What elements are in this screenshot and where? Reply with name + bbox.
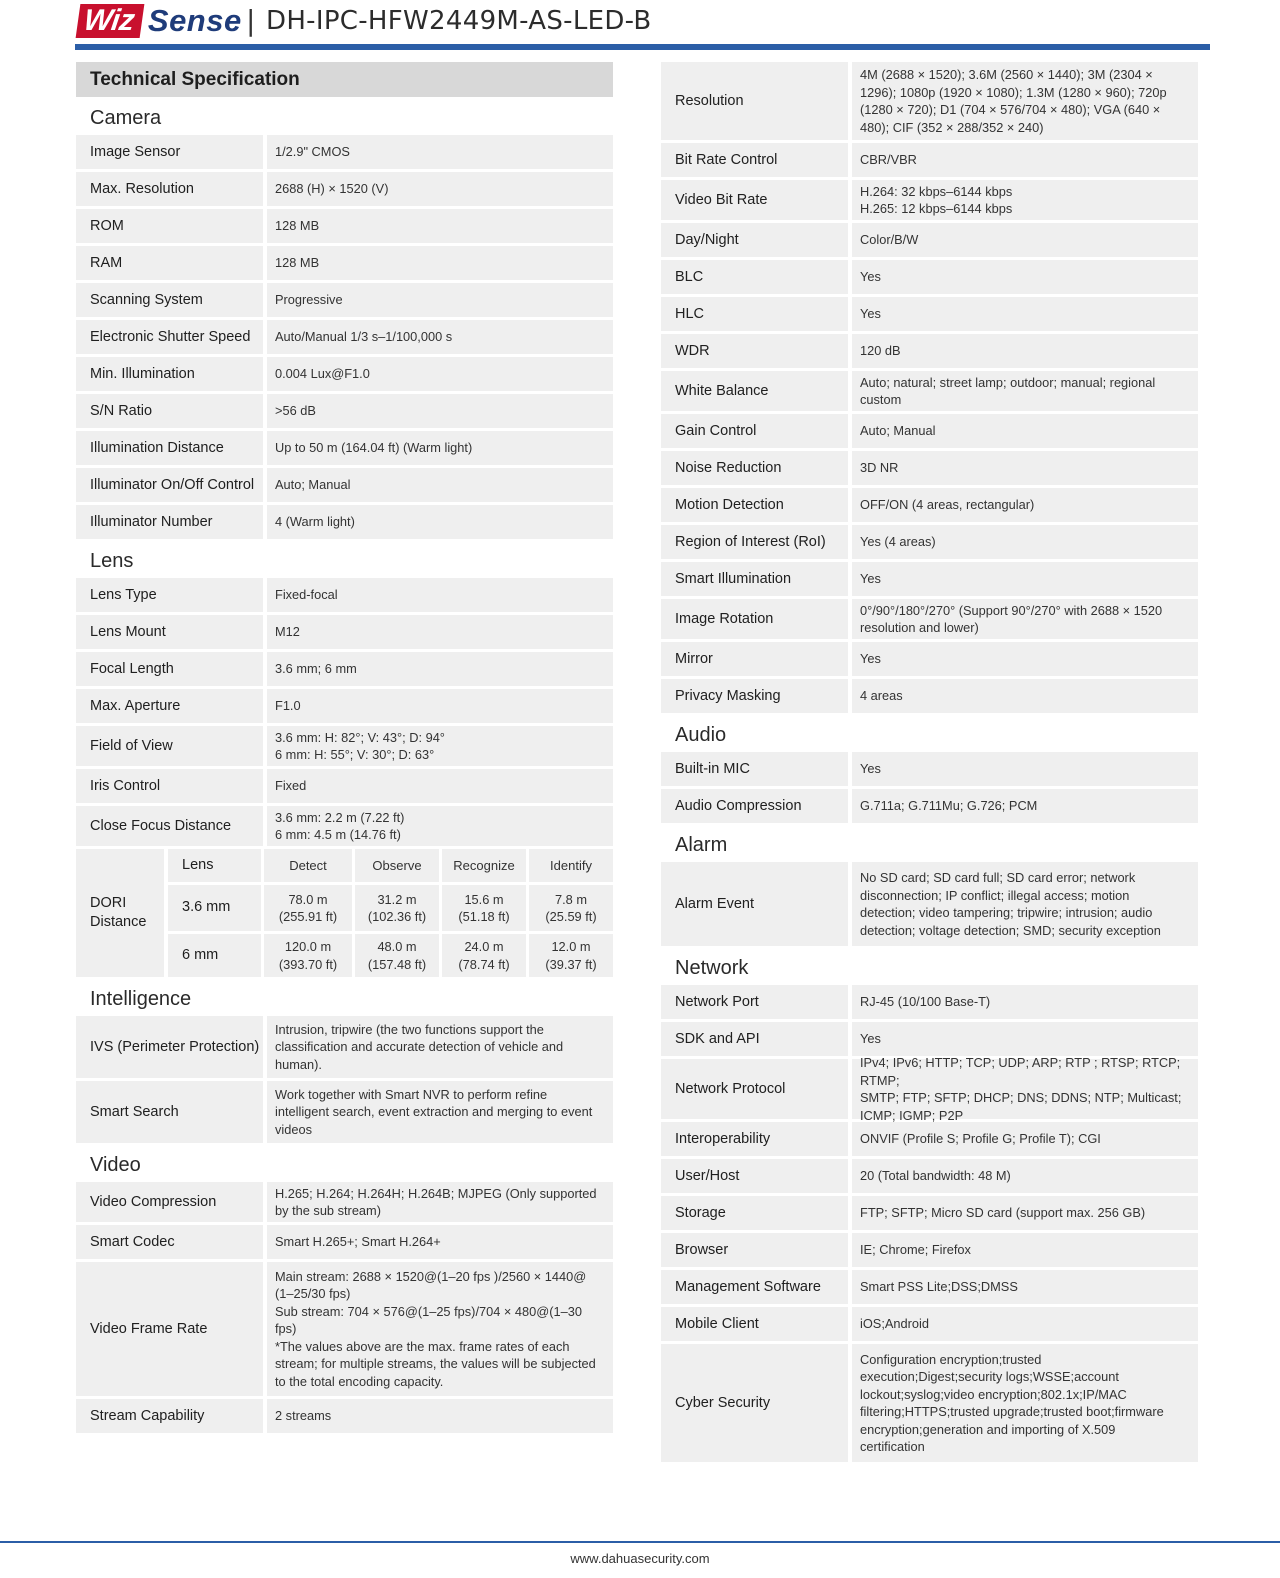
spec-value: Progressive xyxy=(267,283,613,317)
spec-label: Gain Control xyxy=(661,414,848,448)
spec-label: S/N Ratio xyxy=(76,394,263,428)
spec-value: Yes xyxy=(852,297,1198,331)
dori-cell: 12.0 m (39.37 ft) xyxy=(529,934,613,977)
spec-label: Illumination Distance xyxy=(76,431,263,465)
spec-label: Interoperability xyxy=(661,1122,848,1156)
header-rule xyxy=(75,44,1210,50)
spec-row xyxy=(661,260,1198,294)
spec-label: Browser xyxy=(661,1233,848,1267)
spec-label: Cyber Security xyxy=(661,1344,848,1462)
spec-label: Region of Interest (RoI) xyxy=(661,525,848,559)
spec-label: Video Compression xyxy=(76,1182,263,1222)
spec-row xyxy=(76,505,613,539)
spec-value: H.265; H.264; H.264H; H.264B; MJPEG (Only supported by the sub stream) xyxy=(267,1182,613,1222)
dori-header-recognize: Recognize xyxy=(442,849,526,882)
spec-value: FTP; SFTP; Micro SD card (support max. 256 GB) xyxy=(852,1196,1198,1230)
spec-value: Yes xyxy=(852,642,1198,676)
section-audio: Audio xyxy=(675,724,727,746)
spec-row xyxy=(661,1022,1198,1056)
spec-label: Illuminator On/Off Control xyxy=(76,468,263,502)
network-table xyxy=(661,985,1198,1462)
spec-row xyxy=(661,562,1198,596)
spec-row xyxy=(76,468,613,502)
spec-label: Noise Reduction xyxy=(661,451,848,485)
spec-row xyxy=(661,642,1198,676)
spec-value: 3D NR xyxy=(852,451,1198,485)
spec-value: Yes xyxy=(852,562,1198,596)
spec-value: Yes xyxy=(852,752,1198,786)
spec-label: Day/Night xyxy=(661,223,848,257)
spec-row xyxy=(76,806,613,846)
dori-header-lens: Lens xyxy=(168,849,261,882)
header-separator: | xyxy=(246,4,256,37)
model-number: DH-IPC-HFW2449M-AS-LED-B xyxy=(266,6,652,36)
spec-label: Max. Resolution xyxy=(76,172,263,206)
spec-title: Technical Specification xyxy=(76,62,613,97)
spec-value: 4 areas xyxy=(852,679,1198,713)
spec-label: Iris Control xyxy=(76,769,263,803)
dori-cell: 24.0 m (78.74 ft) xyxy=(442,934,526,977)
spec-label: Lens Type xyxy=(76,578,263,612)
spec-row xyxy=(661,1159,1198,1193)
spec-label: Illuminator Number xyxy=(76,505,263,539)
spec-value: 0°/90°/180°/270° (Support 90°/270° with 2688 × 1520 resolution and lower) xyxy=(852,599,1198,639)
dori-grid xyxy=(168,849,613,977)
spec-value: 3.6 mm: H: 82°; V: 43°; D: 94° 6 mm: H: 55°; V: 30°; D: 63° xyxy=(267,726,613,766)
spec-row xyxy=(661,62,1198,140)
dori-label: DORI Distance xyxy=(76,849,164,977)
section-video: Video xyxy=(90,1154,141,1176)
spec-value: Yes xyxy=(852,260,1198,294)
spec-value: IE; Chrome; Firefox xyxy=(852,1233,1198,1267)
spec-row xyxy=(76,689,613,723)
spec-row xyxy=(76,357,613,391)
dori-header-detect: Detect xyxy=(264,849,352,882)
spec-row xyxy=(661,1270,1198,1304)
dori-header-observe: Observe xyxy=(355,849,439,882)
spec-value: 128 MB xyxy=(267,246,613,280)
spec-value: CBR/VBR xyxy=(852,143,1198,177)
spec-row xyxy=(661,752,1198,786)
camera-table xyxy=(76,135,613,539)
spec-label: Audio Compression xyxy=(661,789,848,823)
spec-row xyxy=(661,525,1198,559)
spec-label: Privacy Masking xyxy=(661,679,848,713)
spec-value: Fixed xyxy=(267,769,613,803)
dori-cell: 15.6 m (51.18 ft) xyxy=(442,885,526,931)
spec-value: Configuration encryption;trusted execution;Digest;security logs;WSSE;account lockout;syslog;video encryption;802.1x;IP/MAC filtering;HTTPS;trusted upgrade;trusted boot;firmware encryption;generation and importing of X.509 certification xyxy=(852,1344,1198,1462)
spec-row xyxy=(76,1016,613,1078)
dori-header-identify: Identify xyxy=(529,849,613,882)
spec-label: Field of View xyxy=(76,726,263,766)
spec-row xyxy=(661,599,1198,639)
dori-lens-cell: 6 mm xyxy=(168,934,261,977)
logo-wiz: Wiz xyxy=(76,4,145,38)
spec-label: Mobile Client xyxy=(661,1307,848,1341)
section-camera: Camera xyxy=(90,107,162,129)
spec-value: RJ-45 (10/100 Base-T) xyxy=(852,985,1198,1019)
spec-row xyxy=(661,297,1198,331)
spec-row xyxy=(76,652,613,686)
footer-rule xyxy=(0,1541,1280,1543)
spec-row xyxy=(76,615,613,649)
spec-label: Lens Mount xyxy=(76,615,263,649)
spec-label: ROM xyxy=(76,209,263,243)
spec-row xyxy=(76,1081,613,1143)
spec-label: BLC xyxy=(661,260,848,294)
section-network: Network xyxy=(675,957,749,979)
spec-row xyxy=(76,246,613,280)
spec-value: 20 (Total bandwidth: 48 M) xyxy=(852,1159,1198,1193)
spec-value: 0.004 Lux@F1.0 xyxy=(267,357,613,391)
spec-row xyxy=(661,451,1198,485)
spec-row xyxy=(661,789,1198,823)
spec-label: Smart Search xyxy=(76,1081,263,1143)
spec-row xyxy=(76,172,613,206)
spec-row xyxy=(661,1344,1198,1462)
spec-value: Smart H.265+; Smart H.264+ xyxy=(267,1225,613,1259)
spec-label: White Balance xyxy=(661,371,848,411)
spec-value: Yes xyxy=(852,1022,1198,1056)
spec-label: Electronic Shutter Speed xyxy=(76,320,263,354)
spec-label: SDK and API xyxy=(661,1022,848,1056)
spec-row xyxy=(76,578,613,612)
spec-label: Min. Illumination xyxy=(76,357,263,391)
footer-url[interactable]: www.dahuasecurity.com xyxy=(570,1551,710,1566)
wizsense-logo xyxy=(78,4,242,38)
spec-value: Auto; Manual xyxy=(267,468,613,502)
spec-label: Smart Codec xyxy=(76,1225,263,1259)
spec-row xyxy=(661,1196,1198,1230)
spec-label: Network Protocol xyxy=(661,1059,848,1119)
spec-row xyxy=(76,1399,613,1433)
spec-label: Built-in MIC xyxy=(661,752,848,786)
dori-cell: 120.0 m (393.70 ft) xyxy=(264,934,352,977)
spec-value: 128 MB xyxy=(267,209,613,243)
spec-value: 2 streams xyxy=(267,1399,613,1433)
spec-row xyxy=(76,320,613,354)
logo-sense: Sense xyxy=(147,3,242,38)
spec-value: IPv4; IPv6; HTTP; TCP; UDP; ARP; RTP ; RTSP; RTCP; RTMP; SMTP; FTP; SFTP; DHCP; DNS; DDNS; NTP; Multicast; ICMP; IGMP; P2P xyxy=(852,1059,1198,1119)
spec-label: Storage xyxy=(661,1196,848,1230)
spec-row xyxy=(661,862,1198,946)
spec-row xyxy=(76,394,613,428)
audio-table xyxy=(661,752,1198,823)
spec-label: Bit Rate Control xyxy=(661,143,848,177)
spec-value: 1/2.9" CMOS xyxy=(267,135,613,169)
spec-label: Focal Length xyxy=(76,652,263,686)
video-cont-table xyxy=(661,62,1198,713)
spec-label: Scanning System xyxy=(76,283,263,317)
spec-row xyxy=(76,769,613,803)
spec-row xyxy=(661,1055,1198,1123)
spec-row xyxy=(661,223,1198,257)
spec-label: Image Sensor xyxy=(76,135,263,169)
spec-value: Yes (4 areas) xyxy=(852,525,1198,559)
spec-value: iOS;Android xyxy=(852,1307,1198,1341)
spec-row xyxy=(661,414,1198,448)
spec-value: No SD card; SD card full; SD card error; network disconnection; IP conflict; illegal access; motion detection; video tampering; tripwire; intrusion; audio detection; voltage detection; SMD; security exception xyxy=(852,862,1198,946)
spec-value: Work together with Smart NVR to perform refine intelligent search, event extraction and merging to event videos xyxy=(267,1081,613,1143)
alarm-table xyxy=(661,862,1198,946)
spec-row xyxy=(661,1122,1198,1156)
spec-value: Smart PSS Lite;DSS;DMSS xyxy=(852,1270,1198,1304)
spec-label: Smart Illumination xyxy=(661,562,848,596)
spec-value: 4M (2688 × 1520); 3.6M (2560 × 1440); 3M (2304 × 1296); 1080p (1920 × 1080); 1.3M (1280 × 960); 720p (1280 × 720); D1 (704 × 576/704 × 480); VGA (640 × 480); CIF (352 × 288/352 × 240) xyxy=(852,62,1198,140)
spec-value: OFF/ON (4 areas, rectangular) xyxy=(852,488,1198,522)
spec-value: Up to 50 m (164.04 ft) (Warm light) xyxy=(267,431,613,465)
spec-row xyxy=(661,143,1198,177)
spec-label: Stream Capability xyxy=(76,1399,263,1433)
dori-cell: 31.2 m (102.36 ft) xyxy=(355,885,439,931)
spec-value: H.264: 32 kbps–6144 kbps H.265: 12 kbps–6144 kbps xyxy=(852,180,1198,220)
spec-label: Video Bit Rate xyxy=(661,180,848,220)
spec-label: User/Host xyxy=(661,1159,848,1193)
spec-row xyxy=(76,431,613,465)
video-table xyxy=(76,1182,613,1433)
spec-value: Auto; Manual xyxy=(852,414,1198,448)
spec-label: Alarm Event xyxy=(661,862,848,946)
dori-cell: 48.0 m (157.48 ft) xyxy=(355,934,439,977)
left-column xyxy=(76,62,613,1436)
lens-table xyxy=(76,578,613,977)
spec-label: Resolution xyxy=(661,62,848,140)
spec-row xyxy=(661,1307,1198,1341)
spec-row xyxy=(661,985,1198,1019)
spec-value: 120 dB xyxy=(852,334,1198,368)
header xyxy=(78,0,1208,46)
spec-row xyxy=(76,135,613,169)
section-lens: Lens xyxy=(90,550,134,572)
spec-row xyxy=(76,283,613,317)
spec-value: Auto; natural; street lamp; outdoor; manual; regional custom xyxy=(852,371,1198,411)
dori-cell: 7.8 m (25.59 ft) xyxy=(529,885,613,931)
spec-value: Auto/Manual 1/3 s–1/100,000 s xyxy=(267,320,613,354)
spec-row xyxy=(76,726,613,766)
spec-value: F1.0 xyxy=(267,689,613,723)
spec-row xyxy=(661,488,1198,522)
spec-value: Color/B/W xyxy=(852,223,1198,257)
spec-row xyxy=(76,1262,613,1396)
spec-row xyxy=(661,180,1198,220)
spec-row xyxy=(76,1225,613,1259)
spec-value: Main stream: 2688 × 1520@(1–20 fps )/2560 × 1440@ (1–25/30 fps) Sub stream: 704 × 576@(1–25 fps)/704 × 480@(1–30 fps) *The values above are the max. frame rates of each stream; for multiple streams, the values will be subjected to the total encoding capacity. xyxy=(267,1262,613,1396)
spec-label: Close Focus Distance xyxy=(76,806,263,846)
spec-row xyxy=(661,371,1198,411)
spec-label: Mirror xyxy=(661,642,848,676)
spec-label: WDR xyxy=(661,334,848,368)
spec-row xyxy=(76,209,613,243)
spec-row xyxy=(661,334,1198,368)
spec-value: 4 (Warm light) xyxy=(267,505,613,539)
spec-row xyxy=(76,1182,613,1222)
intelligence-table xyxy=(76,1016,613,1143)
spec-label: Max. Aperture xyxy=(76,689,263,723)
dori-lens-cell: 3.6 mm xyxy=(168,885,261,931)
spec-value: 3.6 mm; 6 mm xyxy=(267,652,613,686)
spec-label: Network Port xyxy=(661,985,848,1019)
spec-value: G.711a; G.711Mu; G.726; PCM xyxy=(852,789,1198,823)
spec-value: >56 dB xyxy=(267,394,613,428)
spec-value: M12 xyxy=(267,615,613,649)
spec-value: Intrusion, tripwire (the two functions support the classification and accurate detection of vehicle and human). xyxy=(267,1016,613,1078)
spec-label: Video Frame Rate xyxy=(76,1262,263,1396)
spec-label: Motion Detection xyxy=(661,488,848,522)
spec-row xyxy=(661,1233,1198,1267)
dori-table xyxy=(76,849,613,977)
spec-label: Image Rotation xyxy=(661,599,848,639)
spec-label: IVS (Perimeter Protection) xyxy=(76,1016,263,1078)
spec-label: HLC xyxy=(661,297,848,331)
spec-value: 2688 (H) × 1520 (V) xyxy=(267,172,613,206)
section-alarm: Alarm xyxy=(675,834,728,856)
spec-label: Management Software xyxy=(661,1270,848,1304)
dori-cell: 78.0 m (255.91 ft) xyxy=(264,885,352,931)
spec-row xyxy=(661,679,1198,713)
spec-value: ONVIF (Profile S; Profile G; Profile T); CGI xyxy=(852,1122,1198,1156)
spec-label: RAM xyxy=(76,246,263,280)
right-column xyxy=(661,62,1198,1465)
spec-value: 3.6 mm: 2.2 m (7.22 ft) 6 mm: 4.5 m (14.76 ft) xyxy=(267,806,613,846)
section-intelligence: Intelligence xyxy=(90,988,192,1010)
spec-value: Fixed-focal xyxy=(267,578,613,612)
